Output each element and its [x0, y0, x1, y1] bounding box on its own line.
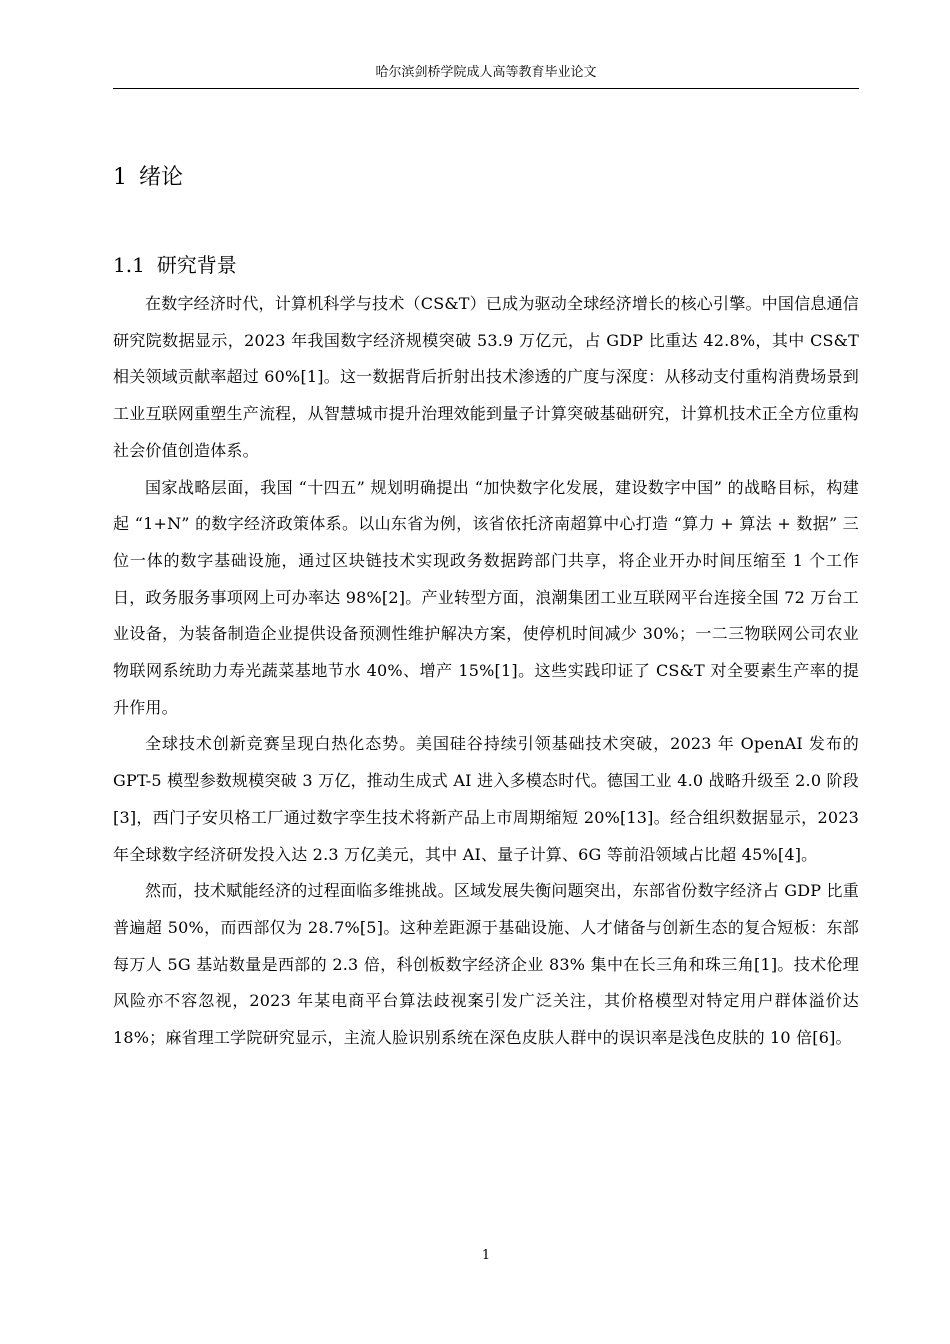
- chapter-number: 1: [113, 165, 127, 190]
- paragraph: 然而，技术赋能经济的过程面临多维挑战。区域发展失衡问题突出，东部省份数字经济占 GDP 比重普遍超 50%，而西部仅为 28.7%[5]。这种差距源于基础设施、人才储备与创新生态的复合短板：东部每万人 5G 基站数量是西部的 2.3 倍，科创板数字经济企业 83% 集中在长三角和珠三角[1]。技术伦理风险亦不容忽视，2023 年某电商平台算法歧视案引发广泛关注，其价格模型对特定用户群体溢价达 18%；麻省理工学院研究显示，主流人脸识别系统在深色皮肤人群中的误识率是浅色皮肤的 10 倍[6]。: [113, 881, 859, 1048]
- chapter-heading: [113, 160, 183, 196]
- page-header: 哈尔滨剑桥学院成人高等教育毕业论文: [375, 65, 597, 80]
- section-title: 研究背景: [156, 253, 237, 277]
- paragraph: 全球技术创新竞赛呈现白热化态势。美国硅谷持续引领基础技术突破，2023 年 OpenAI 发布的 GPT-5 模型参数规模突破 3 万亿，推动生成式 AI 进入多模态时代。德国工业 4.0 战略升级至 2.0 阶段[3]，西门子安贝格工厂通过数字孪生技术将新产品上市周期缩短 20%[13]。经合组织数据显示，2023 年全球数字经济研发投入达 2.3 万亿美元，其中 AI、量子计算、6G 等前沿领域占比超 45%[4]。: [113, 734, 859, 864]
- paragraph: 在数字经济时代，计算机科学与技术（CS&T）已成为驱动全球经济增长的核心引擎。中国信息通信研究院数据显示，2023 年我国数字经济规模突破 53.9 万亿元，占 GDP 比重达 42.8%，其中 CS&T 相关领域贡献率超过 60%[1]。这一数据背后折射出技术渗透的广度与深度：从移动支付重构消费场景到工业互联网重塑生产流程，从智慧城市提升治理效能到量子计算突破基础研究，计算机技术正全方位重构社会价值创造体系。: [113, 294, 859, 460]
- header-divider: [113, 88, 859, 89]
- section-number: 1.1: [113, 253, 145, 277]
- paragraph: 国家战略层面，我国 “十四五” 规划明确提出 “加快数字化发展，建设数字中国” 的战略目标，构建起 “1+N” 的数字经济政策体系。以山东省为例，该省依托济南超算中心打造 “算力 + 算法 + 数据” 三位一体的数字基础设施，通过区块链技术实现政务数据跨部门共享，将企业开办时间压缩至 1 个工作日，政务服务事项网上可办率达 98%[2]。产业转型方面，浪潮集团工业互联网平台连接全国 72 万台工业设备，为装备制造企业提供设备预测性维护解决方案，使停机时间减少 30%；一二三物联网公司农业物联网系统助力寿光蔬菜基地节水 40%、增产 15%[1]。这些实践印证了 CS&T 对全要素生产率的提升作用。: [113, 477, 859, 717]
- page-number: 1: [481, 1248, 491, 1263]
- section-heading: [113, 248, 237, 282]
- body-text: [113, 286, 859, 1057]
- chapter-title: 绪论: [139, 165, 184, 190]
